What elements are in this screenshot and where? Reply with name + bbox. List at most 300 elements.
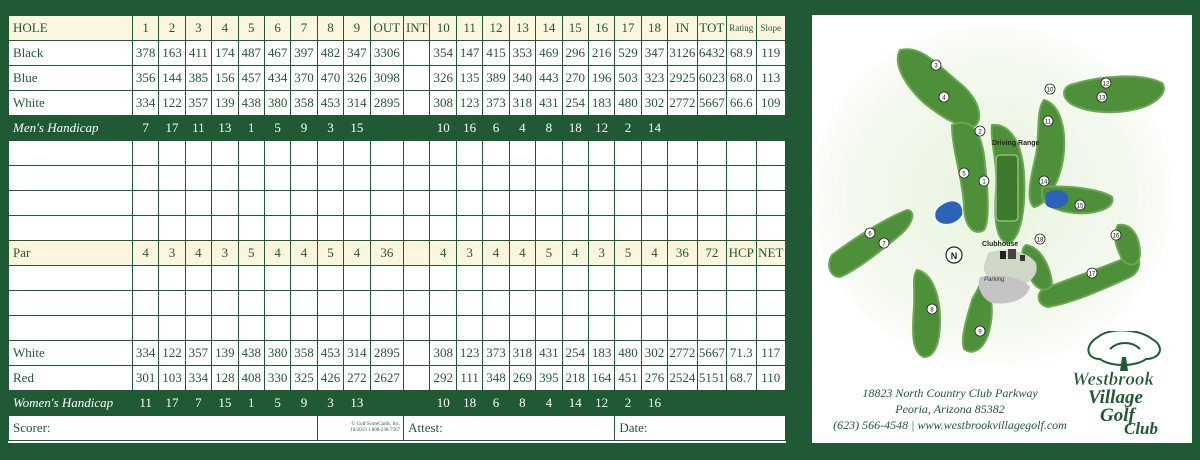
score-value-cell: 1 <box>238 116 264 141</box>
player-score-cell[interactable] <box>370 141 404 166</box>
player-score-cell[interactable] <box>456 291 482 316</box>
score-value-cell: 17 <box>159 116 185 141</box>
hole-number-label: 3 <box>934 63 938 70</box>
player-score-cell[interactable] <box>727 266 756 291</box>
player-score-cell[interactable] <box>562 266 588 291</box>
player-score-cell[interactable] <box>727 141 756 166</box>
player-score-cell[interactable] <box>483 291 509 316</box>
player-score-cell[interactable] <box>264 316 290 341</box>
player-score-cell[interactable] <box>588 166 614 191</box>
player-score-cell[interactable] <box>404 291 430 316</box>
player-score-cell[interactable] <box>212 166 238 191</box>
player-score-cell[interactable] <box>430 191 456 216</box>
score-value-cell: 5151 <box>697 366 726 391</box>
score-value-cell: 183 <box>588 341 614 366</box>
score-value-cell: 357 <box>185 341 211 366</box>
player-score-cell[interactable] <box>238 316 264 341</box>
player-score-cell[interactable] <box>185 266 211 291</box>
player-score-cell[interactable] <box>727 216 756 241</box>
player-score-cell[interactable] <box>317 291 343 316</box>
score-value-cell: 135 <box>456 66 482 91</box>
score-value-cell: 14 <box>641 116 667 141</box>
player-score-cell[interactable] <box>317 216 343 241</box>
score-value-cell: 9 <box>291 116 317 141</box>
signature-row <box>9 416 786 441</box>
player-score-cell[interactable] <box>370 291 404 316</box>
score-value-cell: 2 <box>615 391 641 416</box>
player-score-cell[interactable] <box>291 141 317 166</box>
player-name-cell[interactable] <box>9 191 133 216</box>
player-score-cell[interactable] <box>509 266 535 291</box>
tee-row-men <box>9 91 786 116</box>
score-value-cell: 183 <box>588 91 614 116</box>
player-score-cell[interactable] <box>264 216 290 241</box>
player-score-cell[interactable] <box>404 141 430 166</box>
player-score-cell[interactable] <box>562 216 588 241</box>
score-value-cell: 380 <box>264 341 290 366</box>
player-score-cell[interactable] <box>509 316 535 341</box>
score-value-cell: 480 <box>615 91 641 116</box>
player-score-cell[interactable] <box>159 316 185 341</box>
player-score-cell[interactable] <box>536 191 562 216</box>
score-value-cell <box>756 116 786 141</box>
player-score-cell[interactable] <box>264 166 290 191</box>
player-score-cell[interactable] <box>404 316 430 341</box>
score-value-cell: 68.0 <box>727 66 756 91</box>
score-value-cell: 5 <box>317 241 343 266</box>
hole-number-label: 1 <box>982 179 986 186</box>
player-score-cell[interactable] <box>317 141 343 166</box>
player-score-cell[interactable] <box>212 316 238 341</box>
score-value-cell: 156 <box>212 66 238 91</box>
player-score-cell[interactable] <box>483 166 509 191</box>
player-score-cell[interactable] <box>668 266 697 291</box>
logo-text-1: Westbrook <box>1072 369 1154 390</box>
player-score-cell[interactable] <box>185 216 211 241</box>
logo-text-2: Village <box>1088 387 1143 408</box>
score-value-cell: 443 <box>536 66 562 91</box>
player-score-cell[interactable] <box>697 291 726 316</box>
score-value-cell: 10 <box>430 391 456 416</box>
score-value-cell: 8 <box>536 116 562 141</box>
player-score-cell[interactable] <box>317 166 343 191</box>
player-score-cell[interactable] <box>509 166 535 191</box>
player-score-cell[interactable] <box>588 216 614 241</box>
score-value-cell: 2772 <box>668 91 697 116</box>
player-score-cell[interactable] <box>238 266 264 291</box>
score-value-cell: 16 <box>641 391 667 416</box>
score-value-cell: 147 <box>456 41 482 66</box>
player-score-cell[interactable] <box>344 266 370 291</box>
score-value-cell: 529 <box>615 41 641 66</box>
score-value-cell: 5667 <box>697 341 726 366</box>
score-value-cell: 3 <box>588 241 614 266</box>
score-value-cell: 3306 <box>370 41 404 66</box>
hole-header-cell: Slope <box>756 16 786 41</box>
player-score-cell[interactable] <box>185 141 211 166</box>
player-score-cell[interactable] <box>562 191 588 216</box>
player-score-cell[interactable] <box>159 141 185 166</box>
player-score-cell[interactable] <box>264 191 290 216</box>
score-value-cell: 389 <box>483 66 509 91</box>
hole-header-cell: 7 <box>291 16 317 41</box>
player-score-cell[interactable] <box>291 266 317 291</box>
score-value-cell: 254 <box>562 91 588 116</box>
player-score-cell[interactable] <box>641 216 667 241</box>
player-score-cell[interactable] <box>483 191 509 216</box>
player-score-cell[interactable] <box>185 166 211 191</box>
player-score-cell[interactable] <box>159 266 185 291</box>
player-score-cell[interactable] <box>185 191 211 216</box>
player-score-cell[interactable] <box>641 266 667 291</box>
hole-header-cell: INT <box>404 16 430 41</box>
player-score-cell[interactable] <box>430 216 456 241</box>
par-row <box>9 241 786 266</box>
score-value-cell <box>668 391 697 416</box>
player-score-cell[interactable] <box>509 291 535 316</box>
player-score-cell[interactable] <box>344 291 370 316</box>
hole-header-cell: 2 <box>159 16 185 41</box>
score-value-cell: 318 <box>509 341 535 366</box>
website-link[interactable]: www.westbrookvillagegolf.com <box>917 418 1067 432</box>
score-value-cell: 395 <box>536 366 562 391</box>
score-value-cell: 3098 <box>370 66 404 91</box>
player-score-cell[interactable] <box>132 216 158 241</box>
hole-number-label: 16 <box>1112 233 1120 240</box>
player-score-cell[interactable] <box>132 291 158 316</box>
player-score-cell[interactable] <box>404 266 430 291</box>
hole-header-cell: 1 <box>132 16 158 41</box>
score-value-cell: 4 <box>483 241 509 266</box>
score-value-cell: 139 <box>212 91 238 116</box>
player-score-cell[interactable] <box>588 191 614 216</box>
player-score-cell[interactable] <box>291 191 317 216</box>
score-value-cell: 196 <box>588 66 614 91</box>
player-score-cell[interactable] <box>509 216 535 241</box>
score-value-cell: 3 <box>456 241 482 266</box>
score-value-cell: 8 <box>509 391 535 416</box>
score-value-cell: 3 <box>159 241 185 266</box>
row-label: White <box>9 341 133 366</box>
player-score-cell[interactable] <box>238 166 264 191</box>
contact-line <box>832 417 1068 433</box>
hole-number-label: 11 <box>1044 119 1052 126</box>
player-score-row <box>9 191 786 216</box>
score-value-cell: 438 <box>238 341 264 366</box>
player-score-cell[interactable] <box>727 291 756 316</box>
score-value-cell: 2772 <box>668 341 697 366</box>
player-score-cell[interactable] <box>483 266 509 291</box>
player-score-cell[interactable] <box>212 291 238 316</box>
copyright-line-1: © Golf ScoreCards, Inc. <box>351 422 401 427</box>
parking-label: Parking <box>984 277 1005 283</box>
player-score-cell[interactable] <box>185 291 211 316</box>
score-value-cell <box>404 241 430 266</box>
player-score-cell[interactable] <box>509 191 535 216</box>
player-score-cell[interactable] <box>668 166 697 191</box>
player-score-cell[interactable] <box>370 216 404 241</box>
player-score-cell[interactable] <box>562 316 588 341</box>
player-score-cell[interactable] <box>132 316 158 341</box>
hole-number-label: 6 <box>868 231 872 238</box>
score-value-cell: 103 <box>159 366 185 391</box>
player-score-cell[interactable] <box>456 216 482 241</box>
player-score-cell[interactable] <box>697 266 726 291</box>
player-score-cell[interactable] <box>641 191 667 216</box>
score-value-cell: 358 <box>291 341 317 366</box>
driving-range-label: Driving Range <box>992 140 1040 147</box>
player-score-cell[interactable] <box>641 316 667 341</box>
player-score-cell[interactable] <box>370 166 404 191</box>
player-score-cell[interactable] <box>456 191 482 216</box>
player-score-cell[interactable] <box>456 266 482 291</box>
score-value-cell: 326 <box>430 66 456 91</box>
player-score-cell[interactable] <box>727 316 756 341</box>
player-score-cell[interactable] <box>641 166 667 191</box>
player-score-cell[interactable] <box>536 266 562 291</box>
score-value-cell: 9 <box>291 391 317 416</box>
player-score-cell[interactable] <box>404 191 430 216</box>
player-score-cell[interactable] <box>756 291 786 316</box>
player-score-cell[interactable] <box>264 291 290 316</box>
player-score-cell[interactable] <box>159 216 185 241</box>
player-score-cell[interactable] <box>536 166 562 191</box>
date-field[interactable]: Date: <box>615 416 786 441</box>
player-score-cell[interactable] <box>615 141 641 166</box>
score-value-cell: 357 <box>185 91 211 116</box>
player-score-cell[interactable] <box>668 291 697 316</box>
player-score-cell[interactable] <box>132 141 158 166</box>
score-value-cell: 13 <box>344 391 370 416</box>
score-value-cell: 123 <box>456 341 482 366</box>
player-score-cell[interactable] <box>756 316 786 341</box>
player-score-cell[interactable] <box>536 216 562 241</box>
score-value-cell: 72 <box>697 241 726 266</box>
tee-row-women <box>9 366 786 391</box>
score-value-cell: 2627 <box>370 366 404 391</box>
player-score-cell[interactable] <box>615 216 641 241</box>
score-value-cell: 270 <box>562 66 588 91</box>
player-score-cell[interactable] <box>317 191 343 216</box>
score-value-cell: 4 <box>264 241 290 266</box>
player-score-cell[interactable] <box>430 266 456 291</box>
player-score-cell[interactable] <box>238 291 264 316</box>
contact-separator: | <box>911 418 915 432</box>
player-score-cell[interactable] <box>562 291 588 316</box>
scorecard <box>8 15 786 443</box>
player-score-cell[interactable] <box>404 216 430 241</box>
player-score-cell[interactable] <box>344 316 370 341</box>
score-value-cell: 11 <box>132 391 158 416</box>
player-score-cell[interactable] <box>756 141 786 166</box>
player-score-cell[interactable] <box>317 316 343 341</box>
score-value-cell: 4 <box>430 241 456 266</box>
mens-handicap-row <box>9 116 786 141</box>
score-value-cell: 378 <box>132 41 158 66</box>
player-score-cell[interactable] <box>370 316 404 341</box>
player-score-cell[interactable] <box>344 216 370 241</box>
player-score-cell[interactable] <box>756 166 786 191</box>
player-score-cell[interactable] <box>212 266 238 291</box>
player-score-cell[interactable] <box>291 316 317 341</box>
score-value-cell: 15 <box>344 116 370 141</box>
player-score-cell[interactable] <box>641 291 667 316</box>
player-score-cell[interactable] <box>344 191 370 216</box>
player-score-cell[interactable] <box>132 166 158 191</box>
player-score-cell[interactable] <box>668 191 697 216</box>
row-label: Black <box>9 41 133 66</box>
score-value-cell: 5 <box>615 241 641 266</box>
score-value-cell: 340 <box>509 66 535 91</box>
score-value-cell: 16 <box>456 116 482 141</box>
player-score-row <box>9 291 786 316</box>
player-score-cell[interactable] <box>404 166 430 191</box>
hole-header-cell: Rating <box>727 16 756 41</box>
player-score-cell[interactable] <box>456 166 482 191</box>
player-score-cell[interactable] <box>430 166 456 191</box>
player-score-cell[interactable] <box>264 266 290 291</box>
score-value-cell: 326 <box>344 66 370 91</box>
score-value-cell: 426 <box>317 366 343 391</box>
score-value-cell <box>668 116 697 141</box>
player-score-cell[interactable] <box>697 316 726 341</box>
player-score-cell[interactable] <box>756 266 786 291</box>
score-value-cell: 453 <box>317 341 343 366</box>
player-score-cell[interactable] <box>588 291 614 316</box>
hole-header-cell: 3 <box>185 16 211 41</box>
player-score-cell[interactable] <box>615 166 641 191</box>
player-score-cell[interactable] <box>668 316 697 341</box>
player-score-cell[interactable] <box>483 216 509 241</box>
player-score-cell[interactable] <box>615 266 641 291</box>
player-score-cell[interactable] <box>212 141 238 166</box>
player-score-cell[interactable] <box>291 291 317 316</box>
score-value-cell: 36 <box>370 241 404 266</box>
player-score-cell[interactable] <box>456 141 482 166</box>
score-value-cell: 380 <box>264 91 290 116</box>
player-name-cell[interactable] <box>9 216 133 241</box>
player-score-cell[interactable] <box>370 266 404 291</box>
player-score-cell[interactable] <box>291 166 317 191</box>
player-score-cell[interactable] <box>727 166 756 191</box>
player-score-cell[interactable] <box>536 291 562 316</box>
player-score-cell[interactable] <box>238 216 264 241</box>
score-value-cell <box>404 341 430 366</box>
player-score-cell[interactable] <box>238 191 264 216</box>
player-score-cell[interactable] <box>212 191 238 216</box>
score-value-cell <box>370 391 404 416</box>
player-score-cell[interactable] <box>483 316 509 341</box>
score-value-cell <box>727 116 756 141</box>
player-name-cell[interactable] <box>9 291 133 316</box>
score-value-cell: 480 <box>615 341 641 366</box>
score-value-cell: 6432 <box>697 41 726 66</box>
player-name-cell[interactable] <box>9 266 133 291</box>
player-score-cell[interactable] <box>317 266 343 291</box>
player-score-cell[interactable] <box>291 216 317 241</box>
score-value-cell: 10 <box>430 116 456 141</box>
row-label: Blue <box>9 66 133 91</box>
player-score-cell[interactable] <box>588 141 614 166</box>
player-score-cell[interactable] <box>756 191 786 216</box>
player-score-cell[interactable] <box>668 141 697 166</box>
score-value-cell: 467 <box>264 41 290 66</box>
player-score-cell[interactable] <box>159 166 185 191</box>
player-score-cell[interactable] <box>159 191 185 216</box>
player-score-cell[interactable] <box>615 291 641 316</box>
player-score-cell[interactable] <box>483 141 509 166</box>
player-score-cell[interactable] <box>615 316 641 341</box>
player-score-cell[interactable] <box>536 141 562 166</box>
player-score-cell[interactable] <box>668 216 697 241</box>
score-value-cell: 334 <box>132 91 158 116</box>
player-score-cell[interactable] <box>697 216 726 241</box>
player-score-cell[interactable] <box>588 316 614 341</box>
player-score-cell[interactable] <box>641 141 667 166</box>
player-score-cell[interactable] <box>697 141 726 166</box>
score-value-cell: 5 <box>264 391 290 416</box>
score-value-cell <box>404 66 430 91</box>
score-value-cell: 144 <box>159 66 185 91</box>
player-score-cell[interactable] <box>615 191 641 216</box>
hole-number-label: 13 <box>1098 95 1106 102</box>
player-score-cell[interactable] <box>756 216 786 241</box>
player-score-cell[interactable] <box>456 316 482 341</box>
score-value-cell: 4 <box>344 241 370 266</box>
player-score-cell[interactable] <box>697 191 726 216</box>
score-value-cell: 503 <box>615 66 641 91</box>
player-score-cell[interactable] <box>727 191 756 216</box>
score-value-cell: 4 <box>132 241 158 266</box>
hole-header-label: HOLE <box>9 16 133 41</box>
player-score-cell[interactable] <box>132 191 158 216</box>
player-score-cell[interactable] <box>132 266 158 291</box>
player-score-cell[interactable] <box>159 291 185 316</box>
player-score-cell[interactable] <box>238 141 264 166</box>
hole-header-cell: OUT <box>370 16 404 41</box>
hole-header-cell: 9 <box>344 16 370 41</box>
player-score-cell[interactable] <box>536 316 562 341</box>
player-score-cell[interactable] <box>430 316 456 341</box>
hole-header-cell: 8 <box>317 16 343 41</box>
score-value-cell: 2524 <box>668 366 697 391</box>
score-value-cell: 302 <box>641 341 667 366</box>
player-score-cell[interactable] <box>562 166 588 191</box>
player-score-cell[interactable] <box>344 141 370 166</box>
attest-field[interactable]: Attest: <box>404 416 615 441</box>
score-value-cell <box>697 391 726 416</box>
player-score-cell[interactable] <box>264 141 290 166</box>
player-score-cell[interactable] <box>212 216 238 241</box>
player-score-cell[interactable] <box>562 141 588 166</box>
hole-header-row <box>9 16 786 41</box>
scorer-field[interactable]: Scorer: <box>9 416 318 441</box>
player-name-cell[interactable] <box>9 166 133 191</box>
player-score-cell[interactable] <box>430 291 456 316</box>
score-value-cell: 276 <box>641 366 667 391</box>
score-value-cell: 18 <box>456 391 482 416</box>
player-score-cell[interactable] <box>370 191 404 216</box>
row-label: White <box>9 91 133 116</box>
player-name-cell[interactable] <box>9 316 133 341</box>
player-score-cell[interactable] <box>509 141 535 166</box>
player-name-cell[interactable] <box>9 141 133 166</box>
player-score-cell[interactable] <box>344 166 370 191</box>
player-score-cell[interactable] <box>697 166 726 191</box>
player-score-cell[interactable] <box>430 141 456 166</box>
player-score-cell[interactable] <box>185 316 211 341</box>
player-score-cell[interactable] <box>588 266 614 291</box>
